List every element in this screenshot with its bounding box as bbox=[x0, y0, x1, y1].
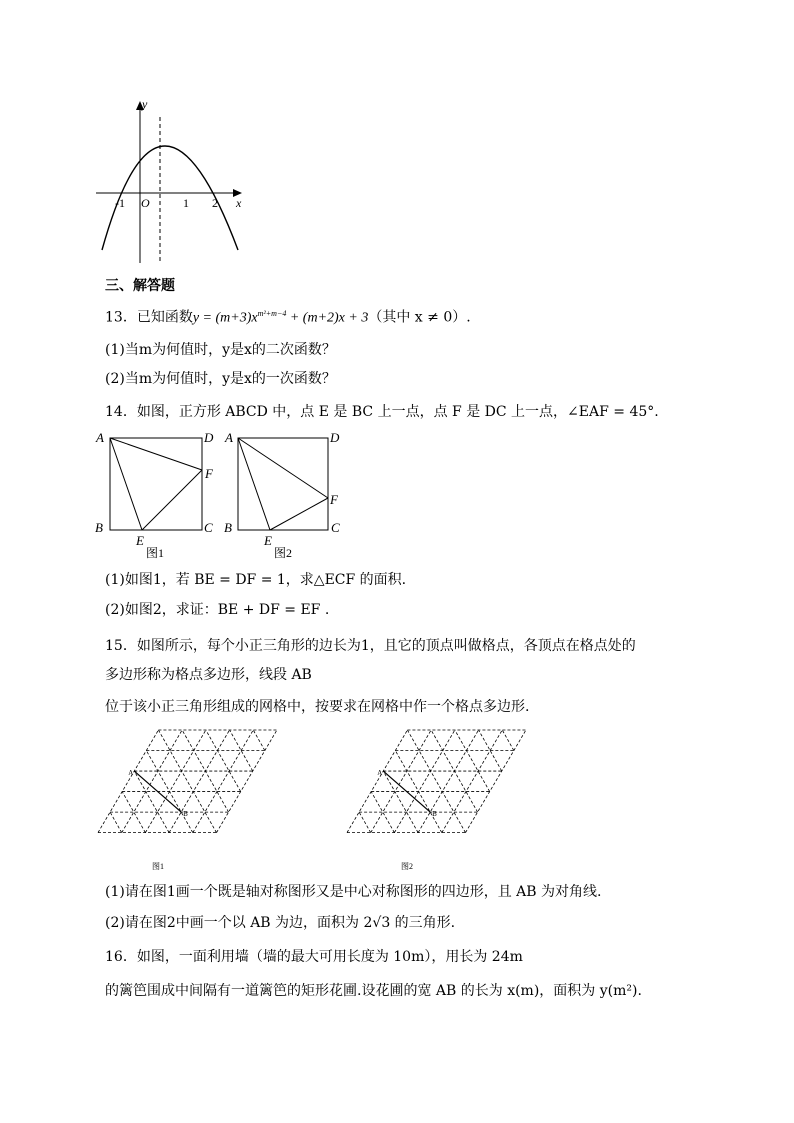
grid-line bbox=[418, 730, 478, 833]
tick-neg1: -1 bbox=[115, 196, 125, 210]
q15-line1: 15．如图所示，每个小正三角形的边长为1，且它的顶点叫做格点，各顶点在格点处的 bbox=[105, 638, 636, 654]
fig1-label-f: F bbox=[205, 466, 213, 481]
q14-stem: 14．如图，正方形 ABCD 中，点 E 是 BC 上一点，点 F 是 DC 上一点，∠EAF = 45°. bbox=[105, 404, 659, 420]
fig2-label-e: E bbox=[264, 533, 272, 548]
grid-figure-2 bbox=[343, 726, 549, 874]
origin-label: O bbox=[141, 196, 150, 210]
fig1-label-d: D bbox=[204, 430, 214, 445]
grid-line bbox=[347, 730, 407, 833]
q13-stem-suffix: （其中 x ≠ 0）. bbox=[368, 309, 471, 326]
fig2-segment-ef bbox=[270, 498, 328, 530]
fig2-label-b: B bbox=[224, 520, 232, 535]
grid-line bbox=[466, 730, 526, 833]
grid-figure-1 bbox=[94, 726, 300, 874]
grid-line bbox=[253, 730, 265, 751]
q14-figures bbox=[90, 428, 360, 564]
grid-line bbox=[122, 730, 182, 833]
q15-line2: 多边形称为格点多边形，线段 AB bbox=[105, 667, 312, 683]
grid-line bbox=[145, 730, 205, 833]
point-b-label: B bbox=[183, 810, 188, 819]
fig2-label-a: A bbox=[225, 430, 233, 445]
grid-caption: 图2 bbox=[401, 862, 413, 871]
fig2-caption: 图2 bbox=[274, 546, 293, 560]
fig1-label-a: A bbox=[96, 430, 104, 445]
x-label: x bbox=[236, 196, 242, 210]
grid-line bbox=[442, 730, 502, 833]
q15-part2: (2)请在图2中画一个以 AB 为边，面积为 2√3 的三角形. bbox=[105, 915, 456, 931]
fig2-label-c: C bbox=[331, 520, 340, 535]
fig2-segment-af bbox=[238, 438, 328, 498]
grid-line bbox=[359, 812, 371, 833]
q13-stem bbox=[105, 304, 471, 329]
point-b-label: B bbox=[432, 810, 437, 819]
grid-line bbox=[169, 730, 229, 833]
fig2-segment-ae bbox=[238, 438, 270, 530]
q13-part2: (2)当m为何值时，y是x的一次函数？ bbox=[105, 371, 336, 387]
grid-line bbox=[193, 730, 253, 833]
y-label: y bbox=[142, 97, 148, 111]
q14-part1: (1)如图1，若 BE = DF = 1，求△ECF 的面积. bbox=[105, 572, 407, 588]
q13-stem-prefix: 13．已知函数 bbox=[105, 309, 193, 326]
fig1-caption: 图1 bbox=[146, 546, 165, 560]
q13-formula-rhs: + (m+2)x + 3 bbox=[286, 310, 369, 326]
q15-line3: 位于该小正三角形组成的网格中，按要求在网格中作一个格点多边形. bbox=[105, 699, 530, 715]
grid-line bbox=[206, 730, 241, 792]
parabola-graph bbox=[90, 95, 260, 265]
tick-2: 2 bbox=[212, 196, 218, 210]
q16-line2: 的篱笆围成中间隔有一道篱笆的矩形花圃.设花圃的宽 AB 的长为 x(m)，面积为 y(m²). bbox=[105, 983, 642, 999]
grid-line bbox=[455, 730, 490, 792]
q13-formula-lhs: y = (m+3)x bbox=[192, 310, 258, 326]
fig2-square bbox=[238, 438, 328, 530]
grid-line bbox=[502, 730, 514, 751]
q14-part2: (2)如图2，求证：BE + DF = EF . bbox=[105, 602, 330, 618]
point-a-label: A bbox=[377, 769, 383, 778]
grid-caption: 图1 bbox=[152, 862, 164, 871]
tick-1: 1 bbox=[183, 196, 189, 210]
fig1-segment-af bbox=[110, 438, 202, 470]
section-title: 三、解答题 bbox=[105, 278, 175, 294]
fig1-label-e: E bbox=[136, 533, 144, 548]
fig1-label-b: B bbox=[95, 520, 103, 535]
q15-part1: (1)请在图1画一个既是轴对称图形又是中心对称图形的四边形，且 AB 为对角线. bbox=[105, 884, 602, 900]
grid-line bbox=[98, 730, 158, 833]
fig1-label-c: C bbox=[204, 520, 213, 535]
fig2-label-f: F bbox=[330, 492, 338, 507]
point-a-label: A bbox=[128, 769, 134, 778]
grid-line bbox=[371, 730, 431, 833]
q13-part1: (1)当m为何值时，y是x的二次函数？ bbox=[105, 342, 336, 358]
grid-line bbox=[110, 812, 122, 833]
q16-line1: 16．如图，一面利用墙（墙的最大可用长度为 10m），用长为 24m bbox=[105, 949, 523, 965]
fig1-segment-ae bbox=[110, 438, 142, 530]
q13-formula-exponent: m²+m−4 bbox=[257, 309, 287, 318]
grid-line bbox=[217, 730, 277, 833]
fig1-segment-ef bbox=[142, 470, 202, 530]
grid-line bbox=[394, 730, 454, 833]
fig2-label-d: D bbox=[330, 430, 340, 445]
